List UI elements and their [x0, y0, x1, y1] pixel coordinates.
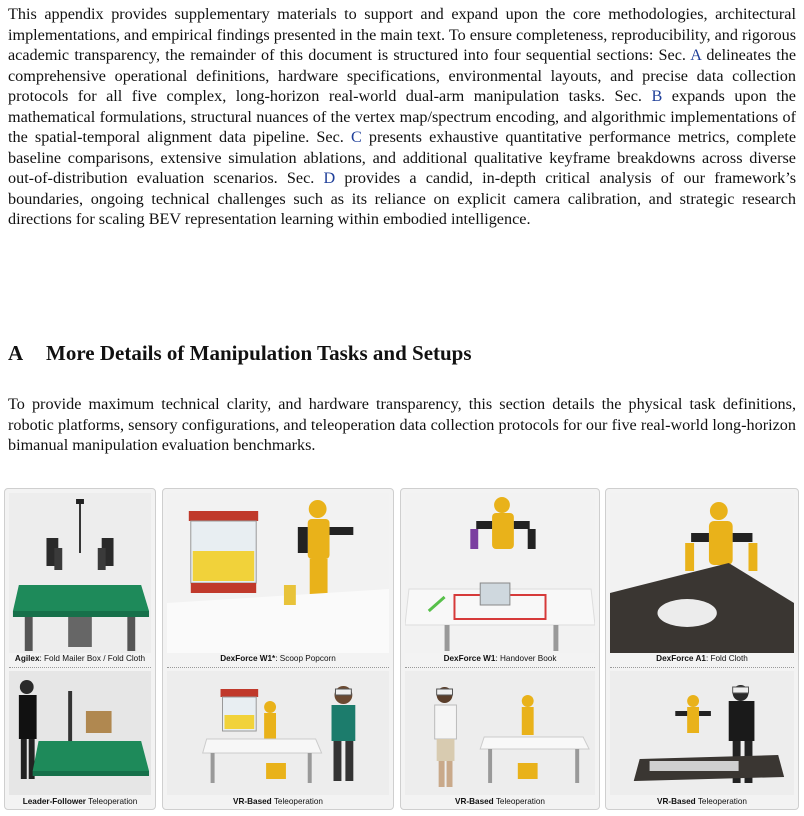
section-title: More Details of Manipulation Tasks and Setups: [46, 341, 472, 365]
ref-section-d[interactable]: D: [323, 169, 336, 187]
intro-text-4: presents exhaustive quantitative performance metrics, complete baseline comparisons, extensive simulation ablations, and additional qualitative keyframe breakdowns across diverse out-of-distribution evaluation scenarios. Sec.: [8, 128, 797, 187]
photo-vr-teleoperation: [610, 671, 794, 795]
ref-section-b[interactable]: B: [651, 87, 663, 105]
panel-divider: [167, 667, 389, 668]
intro-text-1: This appendix provides supplementary materials to support and expand upon the core methodologies, architectural implementations, and empirical findings presented in the main text. To ensure completeness, reproducibility, and rigorous academic transparency, the remainder of this document is structured into four sequential sections: Sec.: [8, 5, 796, 64]
panel-d: [605, 488, 799, 810]
intro-paragraph: [8, 4, 796, 230]
photo-leader-follower: [9, 671, 151, 795]
panel-divider: [9, 667, 151, 668]
section-number: A: [8, 341, 24, 365]
caption-top: DexForce W1*: Scoop Popcorn: [220, 654, 336, 663]
photo-vr-teleoperation: [167, 671, 389, 795]
photo-agilex-platform: [9, 493, 151, 653]
photo-handover-book: [405, 493, 595, 653]
caption-bottom: VR-Based Teleoperation: [233, 797, 323, 806]
ref-section-a[interactable]: A: [690, 46, 702, 64]
panel-divider: [405, 667, 595, 668]
ref-section-c[interactable]: C: [350, 128, 362, 146]
section-body: To provide maximum technical clarity, and hardware transparency, this section details the physical task definitions, robotic platforms, sensory configurations, and teleoperation data collection protocols for our five real-world long-horizon bimanual manipulation evaluation benchmarks.: [8, 395, 796, 454]
intro-text-3: expands upon the mathematical formulations, structural nuances of the vertex map/spectrum encoding, and algorithmic implementations of the spatial-temporal alignment data pipeline. Sec.: [8, 87, 796, 146]
section-heading: [8, 340, 472, 366]
panel-b: [162, 488, 394, 810]
panel-a: [4, 488, 156, 810]
caption-top: DexForce W1: Handover Book: [443, 654, 557, 663]
caption-bottom: VR-Based Teleoperation: [657, 797, 747, 806]
caption-bottom: VR-Based Teleoperation: [455, 797, 545, 806]
panel-divider: [610, 667, 794, 668]
caption-bottom: Leader-Follower Teleoperation: [22, 797, 138, 806]
intro-text-5: provides a candid, in-depth critical analysis of our framework’s boundaries, ongoing technical challenges such as its reliance on explicit camera calibration, and strategic research directions for scaling BEV representation learning within embodied intelligence.: [8, 169, 797, 228]
photo-vr-teleoperation: [405, 671, 595, 795]
intro-text-2: delineates the comprehensive operational definitions, hardware specifications, environmental layouts, and precise data collection protocols for all five complex, long-horizon real-world dual-arm manipulation tasks. Sec.: [8, 46, 797, 105]
photo-scoop-popcorn: [167, 493, 389, 653]
panel-c: [400, 488, 600, 810]
caption-top: DexForce A1: Fold Cloth: [656, 654, 748, 663]
photo-fold-cloth: [610, 493, 794, 653]
caption-top: Agilex: Fold Mailer Box / Fold Cloth: [14, 654, 146, 663]
